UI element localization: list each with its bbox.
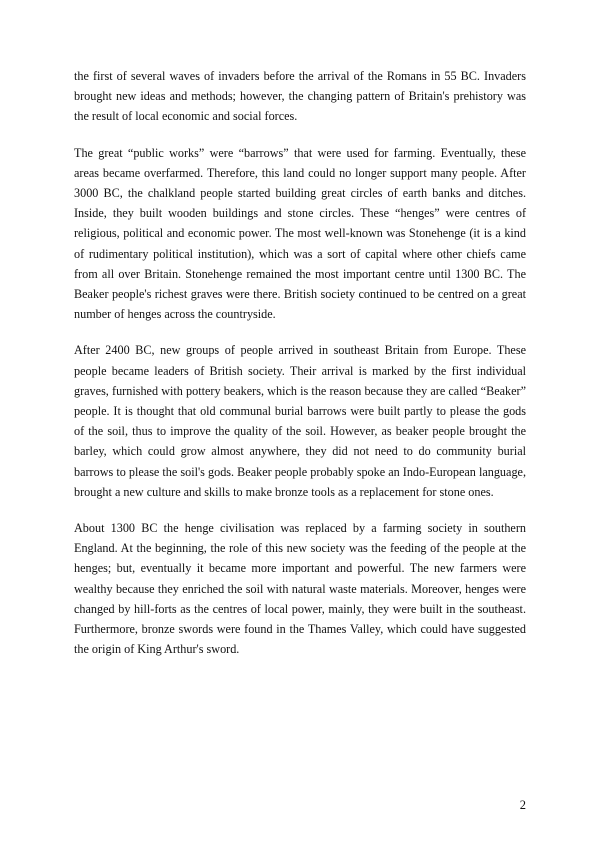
paragraph-1: the first of several waves of invaders before the arrival of the Romans in 55 BC. Invaders brought new ideas and methods; however, the changing pattern of Britain's prehistory was the result of local economic and social forces. xyxy=(74,69,526,124)
paragraph-4: About 1300 BC the henge civilisation was replaced by a farming society in southern England. At the beginning, the role of this new society was the feeding of the people at the henges; but, eventually it became more important and powerful. The new farmers were wealthy because they enriched the soil with natural waste materials. Moreover, henges were changed by hill-forts as the centres of local power, mainly, they were built in the southeast. Furthermore, bronze swords were found in the Thames Valley, which could have suggested the origin of King Arthur's sword. xyxy=(74,521,526,657)
document-body xyxy=(74,66,526,675)
page-number: 2 xyxy=(519,798,526,812)
paragraph-2: The great “public works” were “barrows” that were used for farming. Eventually, these areas became overfarmed. Therefore, this land could no longer support many people. After 3000 BC, the chalkland people started building great circles of earth banks and ditches. Inside, they built wooden buildings and stone circles. These “henges” were centres of religious, political and economic power. The most well-known was Stonehenge (it is a kind of rudimentary political institution), which was a sort of capital where other chiefs came from all over Britain. Stonehenge remained the most important centre until 1300 BC. The Beaker people's richest graves were there. British society continued to be centred on a great number of henges across the countryside. xyxy=(74,145,526,322)
paragraph-3: After 2400 BC, new groups of people arrived in southeast Britain from Europe. These people became leaders of British society. Their arrival is marked by the first individual graves, furnished with pottery beakers, which is the reason because they are called “Beaker” people. It is thought that old communal burial barrows were built partly to please the gods of the soil, thus to improve the quality of the soil. However, as beaker people brought the barley, which could grow almost anywhere, they did not need to do community burial barrows to please the soil's gods. Beaker people probably spoke an Indo-European language, brought a new culture and skills to make bronze tools as a replacement for stone ones. xyxy=(74,343,526,499)
